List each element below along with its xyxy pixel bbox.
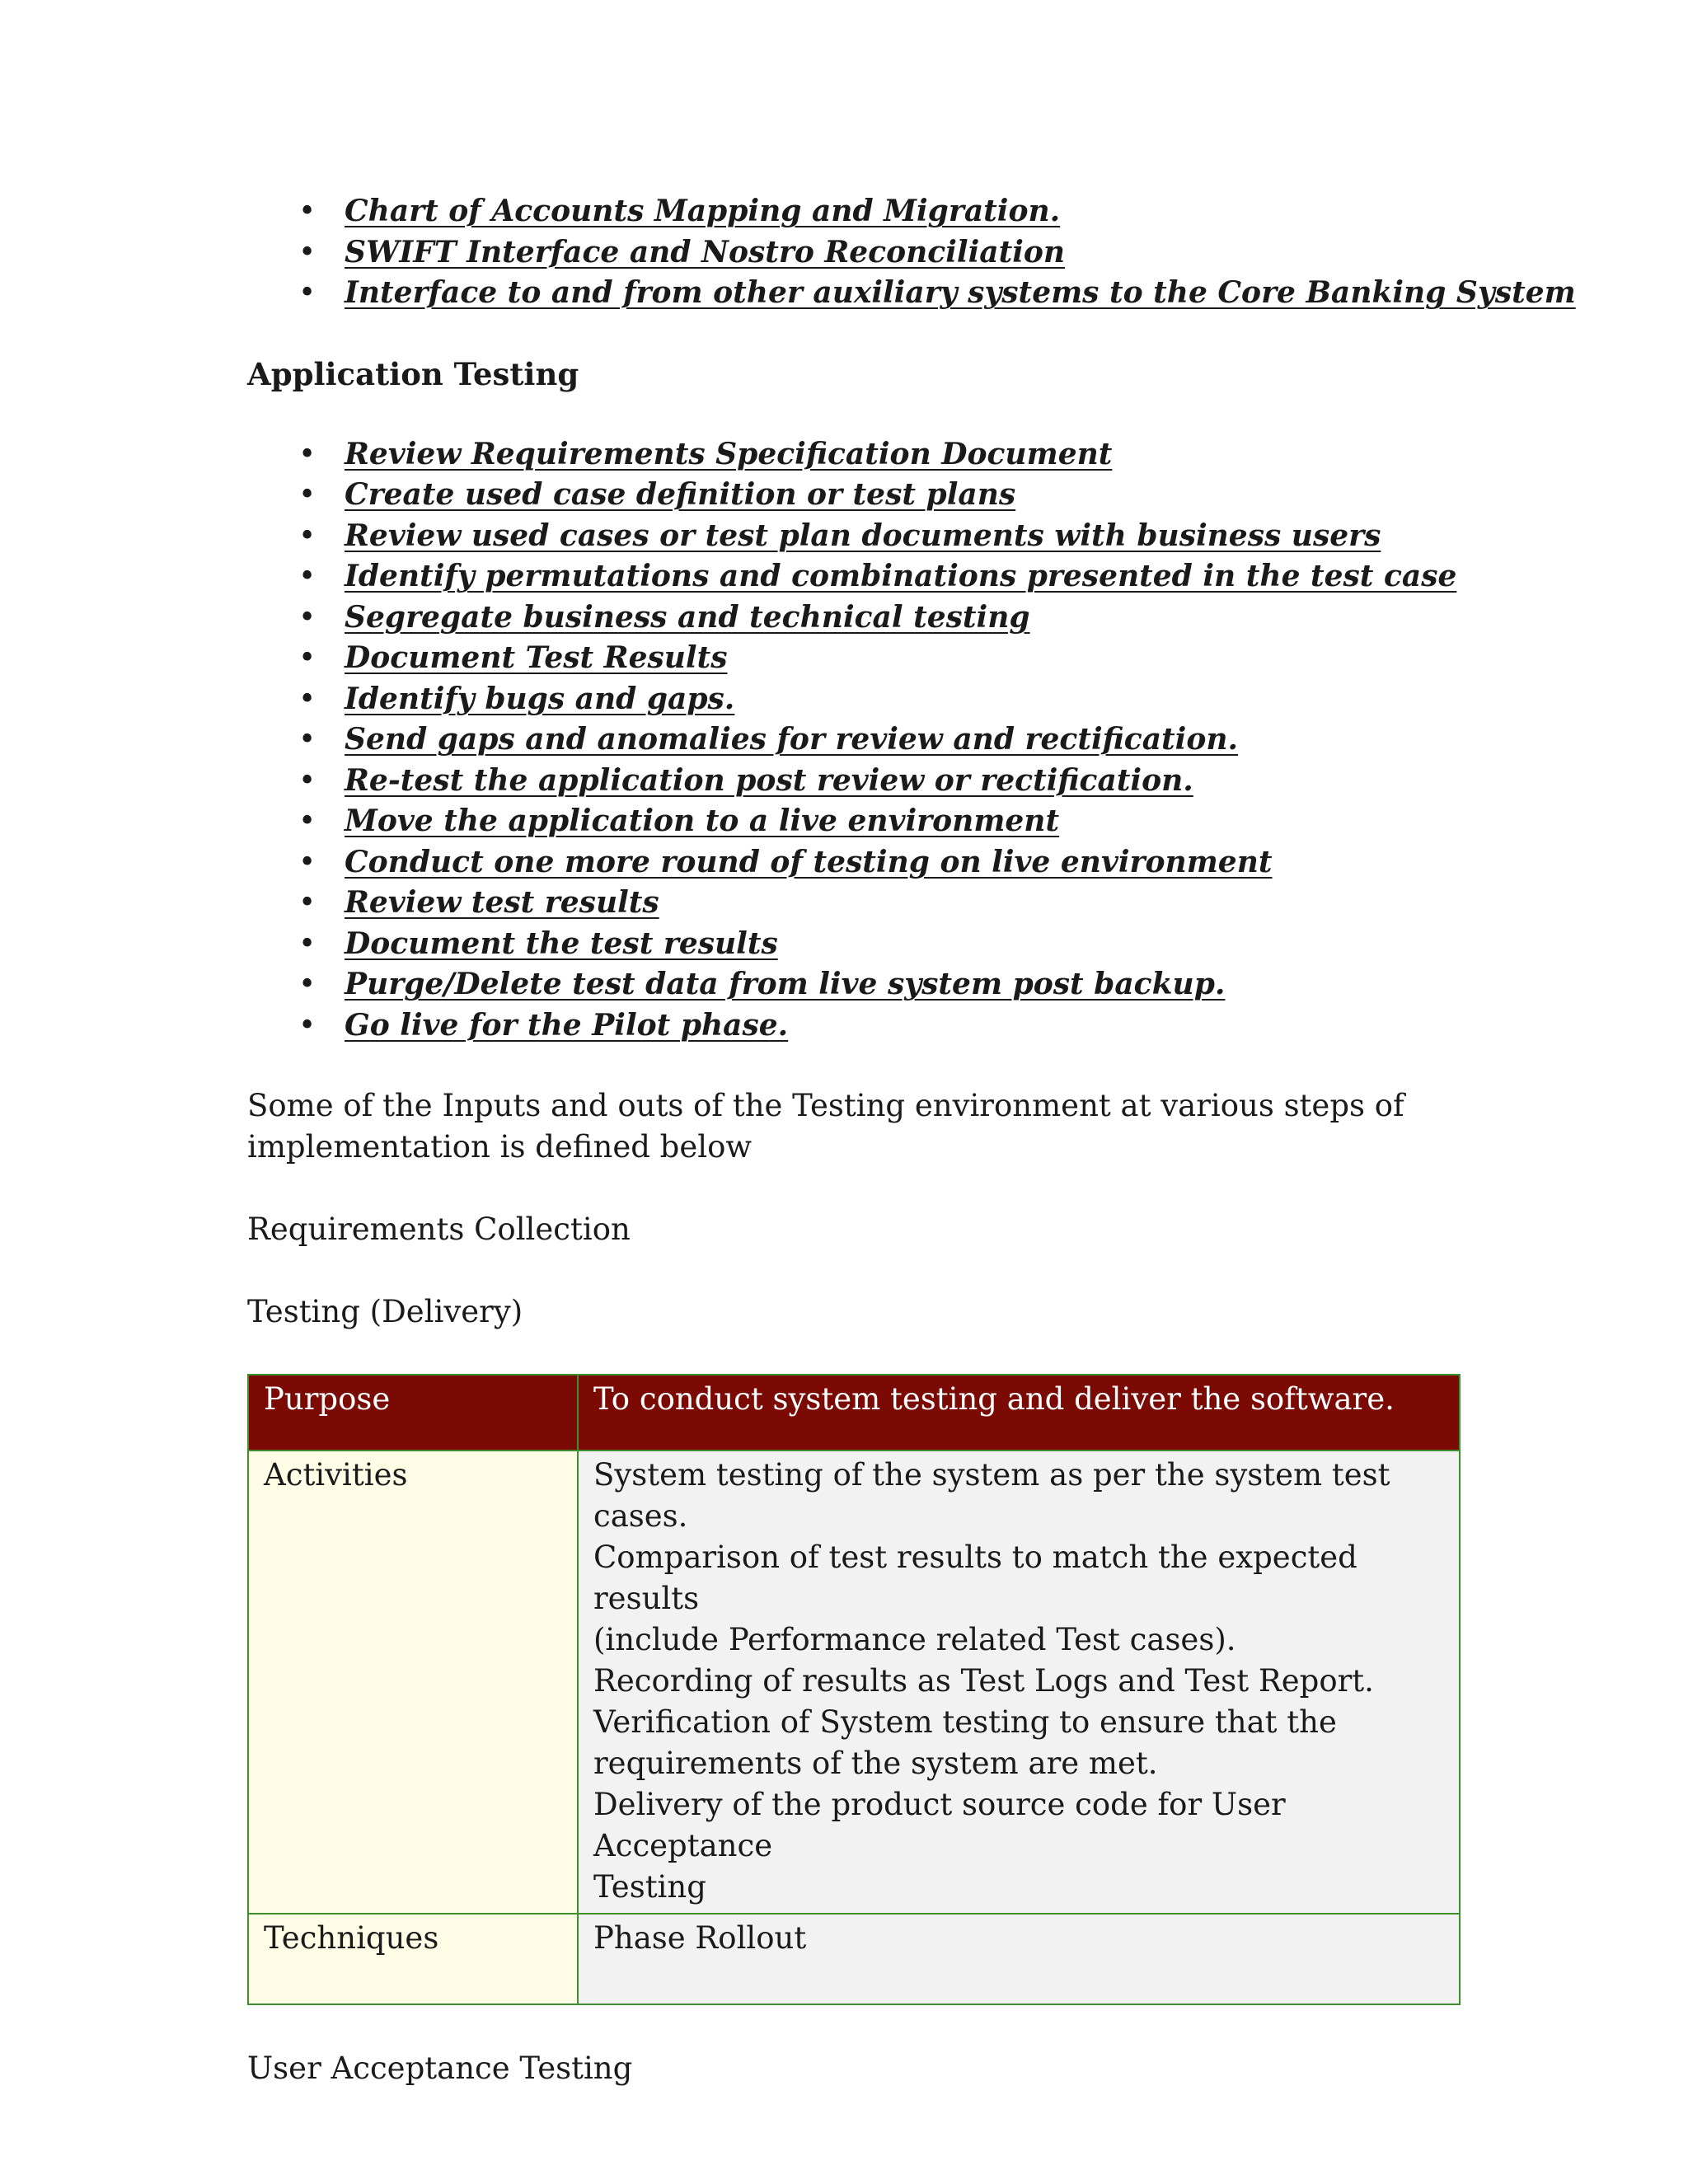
bullet-icon: • xyxy=(298,804,316,838)
techniques-label-cell: Techniques xyxy=(248,1914,578,2004)
list-item: • Purge/Delete test data from live system post backup. xyxy=(345,964,1459,1005)
requirements-collection-label: Requirements Collection xyxy=(247,1212,631,1247)
list-item: • Go live for the Pilot phase. xyxy=(345,1005,1459,1047)
activities-label-cell: Activities xyxy=(248,1451,578,1914)
table-row xyxy=(248,1914,1460,2004)
activity-line: System testing of the system as per the system test cases. xyxy=(593,1457,1390,1534)
list-item: • Create used case definition or test plans xyxy=(345,475,1459,516)
techniques-value-cell: Phase Rollout xyxy=(578,1914,1460,2004)
activity-line: (include Performance related Test cases). xyxy=(593,1622,1236,1657)
intro-line: Some of the Inputs and outs of the Testing environment at various steps of xyxy=(247,1088,1404,1123)
purpose-label-cell: Purpose xyxy=(248,1375,578,1451)
bullet-icon: • xyxy=(298,763,316,798)
testing-delivery-label: Testing (Delivery) xyxy=(247,1294,523,1329)
activities-value-cell xyxy=(578,1451,1460,1914)
list-item: • Review test results xyxy=(345,883,1459,924)
activity-line: Recording of results as Test Logs and Test Report. xyxy=(593,1663,1374,1699)
bullet-icon: • xyxy=(298,518,316,553)
bullet-icon: • xyxy=(298,1008,316,1043)
bullet-icon: • xyxy=(298,276,316,310)
table-row xyxy=(248,1451,1460,1914)
list-item: • Chart of Accounts Mapping and Migration. xyxy=(345,191,1459,232)
user-acceptance-testing-label: User Acceptance Testing xyxy=(247,2050,633,2086)
list-item: • Segregate business and technical testing xyxy=(345,598,1459,639)
bullet-icon: • xyxy=(298,194,316,228)
document-page xyxy=(247,191,1576,2089)
list-item: • Move the application to a live environment xyxy=(345,801,1459,842)
intro-paragraph xyxy=(247,1085,1459,1168)
list-item: • Send gaps and anomalies for review and rectification. xyxy=(345,719,1459,761)
list-item: • Re-test the application post review or rectification. xyxy=(345,761,1459,802)
list-item: • SWIFT Interface and Nostro Reconciliation xyxy=(345,232,1459,274)
activity-line: Comparison of test results to match the expected results xyxy=(593,1540,1357,1616)
list-item: • Document Test Results xyxy=(345,638,1459,679)
activity-line: Delivery of the product source code for User Acceptance xyxy=(593,1787,1286,1863)
bullet-icon: • xyxy=(298,437,316,471)
list-item: • Review Requirements Specification Document xyxy=(345,434,1459,476)
bullet-icon: • xyxy=(298,886,316,920)
bullet-icon: • xyxy=(298,235,316,269)
application-testing-heading: Application Testing xyxy=(247,355,579,392)
bullet-icon: • xyxy=(298,968,316,1001)
purpose-value-cell: To conduct system testing and deliver the software. xyxy=(578,1375,1460,1451)
table-row xyxy=(248,1375,1460,1451)
bullet-icon: • xyxy=(298,723,316,757)
bullet-icon: • xyxy=(298,560,316,593)
activity-line: Verification of System testing to ensure that the xyxy=(593,1704,1337,1740)
list-item: • Document the test results xyxy=(345,924,1459,965)
list-item: • Identify permutations and combinations presented in the test case xyxy=(345,556,1459,598)
bullet-icon: • xyxy=(298,926,316,961)
bullet-icon: • xyxy=(298,845,316,879)
application-testing-bullet-list xyxy=(247,434,1459,1047)
list-item: • Conduct one more round of testing on live environment xyxy=(345,842,1459,883)
bullet-icon: • xyxy=(298,641,316,675)
activity-line: Testing xyxy=(593,1869,706,1905)
bullet-icon: • xyxy=(298,478,316,512)
testing-delivery-table xyxy=(247,1374,1461,2005)
intro-line: implementation is defined below xyxy=(247,1129,753,1165)
list-item: • Identify bugs and gaps. xyxy=(345,679,1459,720)
list-item: • Review used cases or test plan documents with business users xyxy=(345,516,1459,557)
bullet-icon: • xyxy=(298,682,316,716)
activity-line: requirements of the system are met. xyxy=(593,1746,1158,1781)
list-item: • Interface to and from other auxiliary systems to the Core Banking System xyxy=(345,273,1459,314)
bullet-icon: • xyxy=(298,600,316,635)
top-bullet-list xyxy=(247,191,1576,314)
